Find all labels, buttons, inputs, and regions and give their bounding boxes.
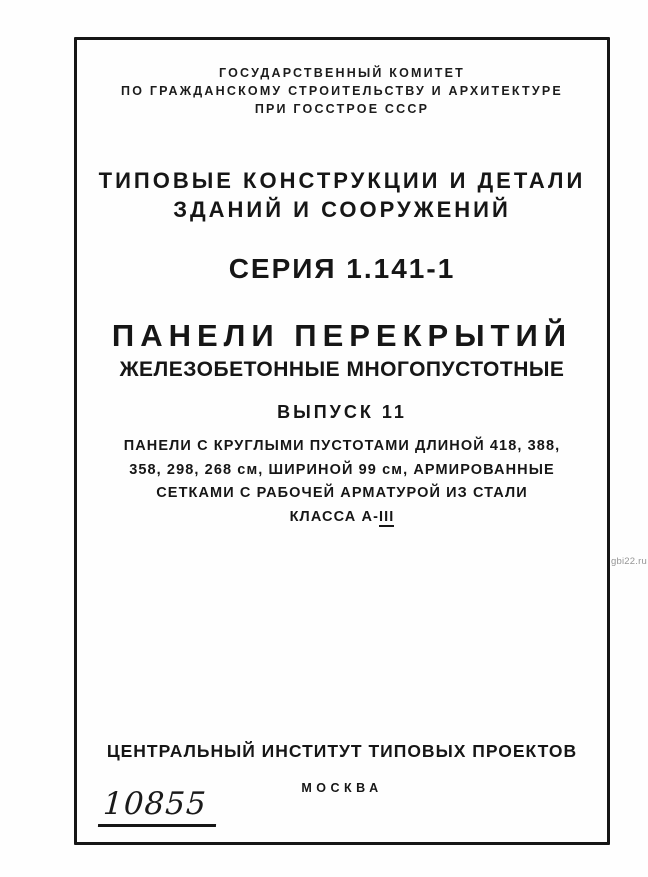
publisher-city: МОСКВА	[301, 781, 383, 795]
publisher-name: ЦЕНТРАЛЬНЫЙ ИНСТИТУТ ТИПОВЫХ ПРОЕКТОВ	[106, 741, 578, 761]
main-title: ПАНЕЛИ ПЕРЕКРЫТИЙ	[111, 318, 573, 353]
committee-header	[77, 64, 607, 118]
issue-number: ВЫПУСК 11	[277, 402, 407, 422]
series-number: СЕРИЯ 1.141-1	[228, 253, 456, 284]
description-line-2: 358, 298, 268 см, ШИРИНОЙ 99 см, АРМИРОВАННЫЕ	[129, 461, 555, 478]
panel-description	[77, 435, 607, 529]
series-title-line-1: ТИПОВЫЕ КОНСТРУКЦИИ И ДЕТАЛИ	[98, 168, 586, 193]
subtitle: ЖЕЛЕЗОБЕТОННЫЕ МНОГОПУСТОТНЫЕ	[119, 358, 565, 381]
series-title	[77, 166, 607, 224]
description-line-4	[77, 506, 607, 530]
handwritten-inventory-number: 10855	[98, 786, 218, 827]
description-line-3: СЕТКАМИ С РАБОЧЕЙ АРМАТУРОЙ ИЗ СТАЛИ	[156, 485, 528, 501]
committee-line-3: ПРИ ГОССТРОЕ СССР	[254, 102, 430, 116]
committee-line-1: ГОСУДАРСТВЕННЫЙ КОМИТЕТ	[218, 66, 466, 80]
steel-class-value: III	[379, 508, 395, 525]
site-watermark: gbi22.ru	[611, 556, 647, 567]
steel-class-prefix: КЛАССА А-	[289, 508, 380, 525]
committee-line-2: ПО ГРАЖДАНСКОМУ СТРОИТЕЛЬСТВУ И АРХИТЕКТУРЕ	[121, 84, 563, 98]
description-line-1: ПАНЕЛИ С КРУГЛЫМИ ПУСТОТАМИ ДЛИНОЙ 418, 388,	[123, 438, 561, 454]
series-title-line-2: ЗДАНИЙ И СООРУЖЕНИЙ	[173, 197, 511, 222]
